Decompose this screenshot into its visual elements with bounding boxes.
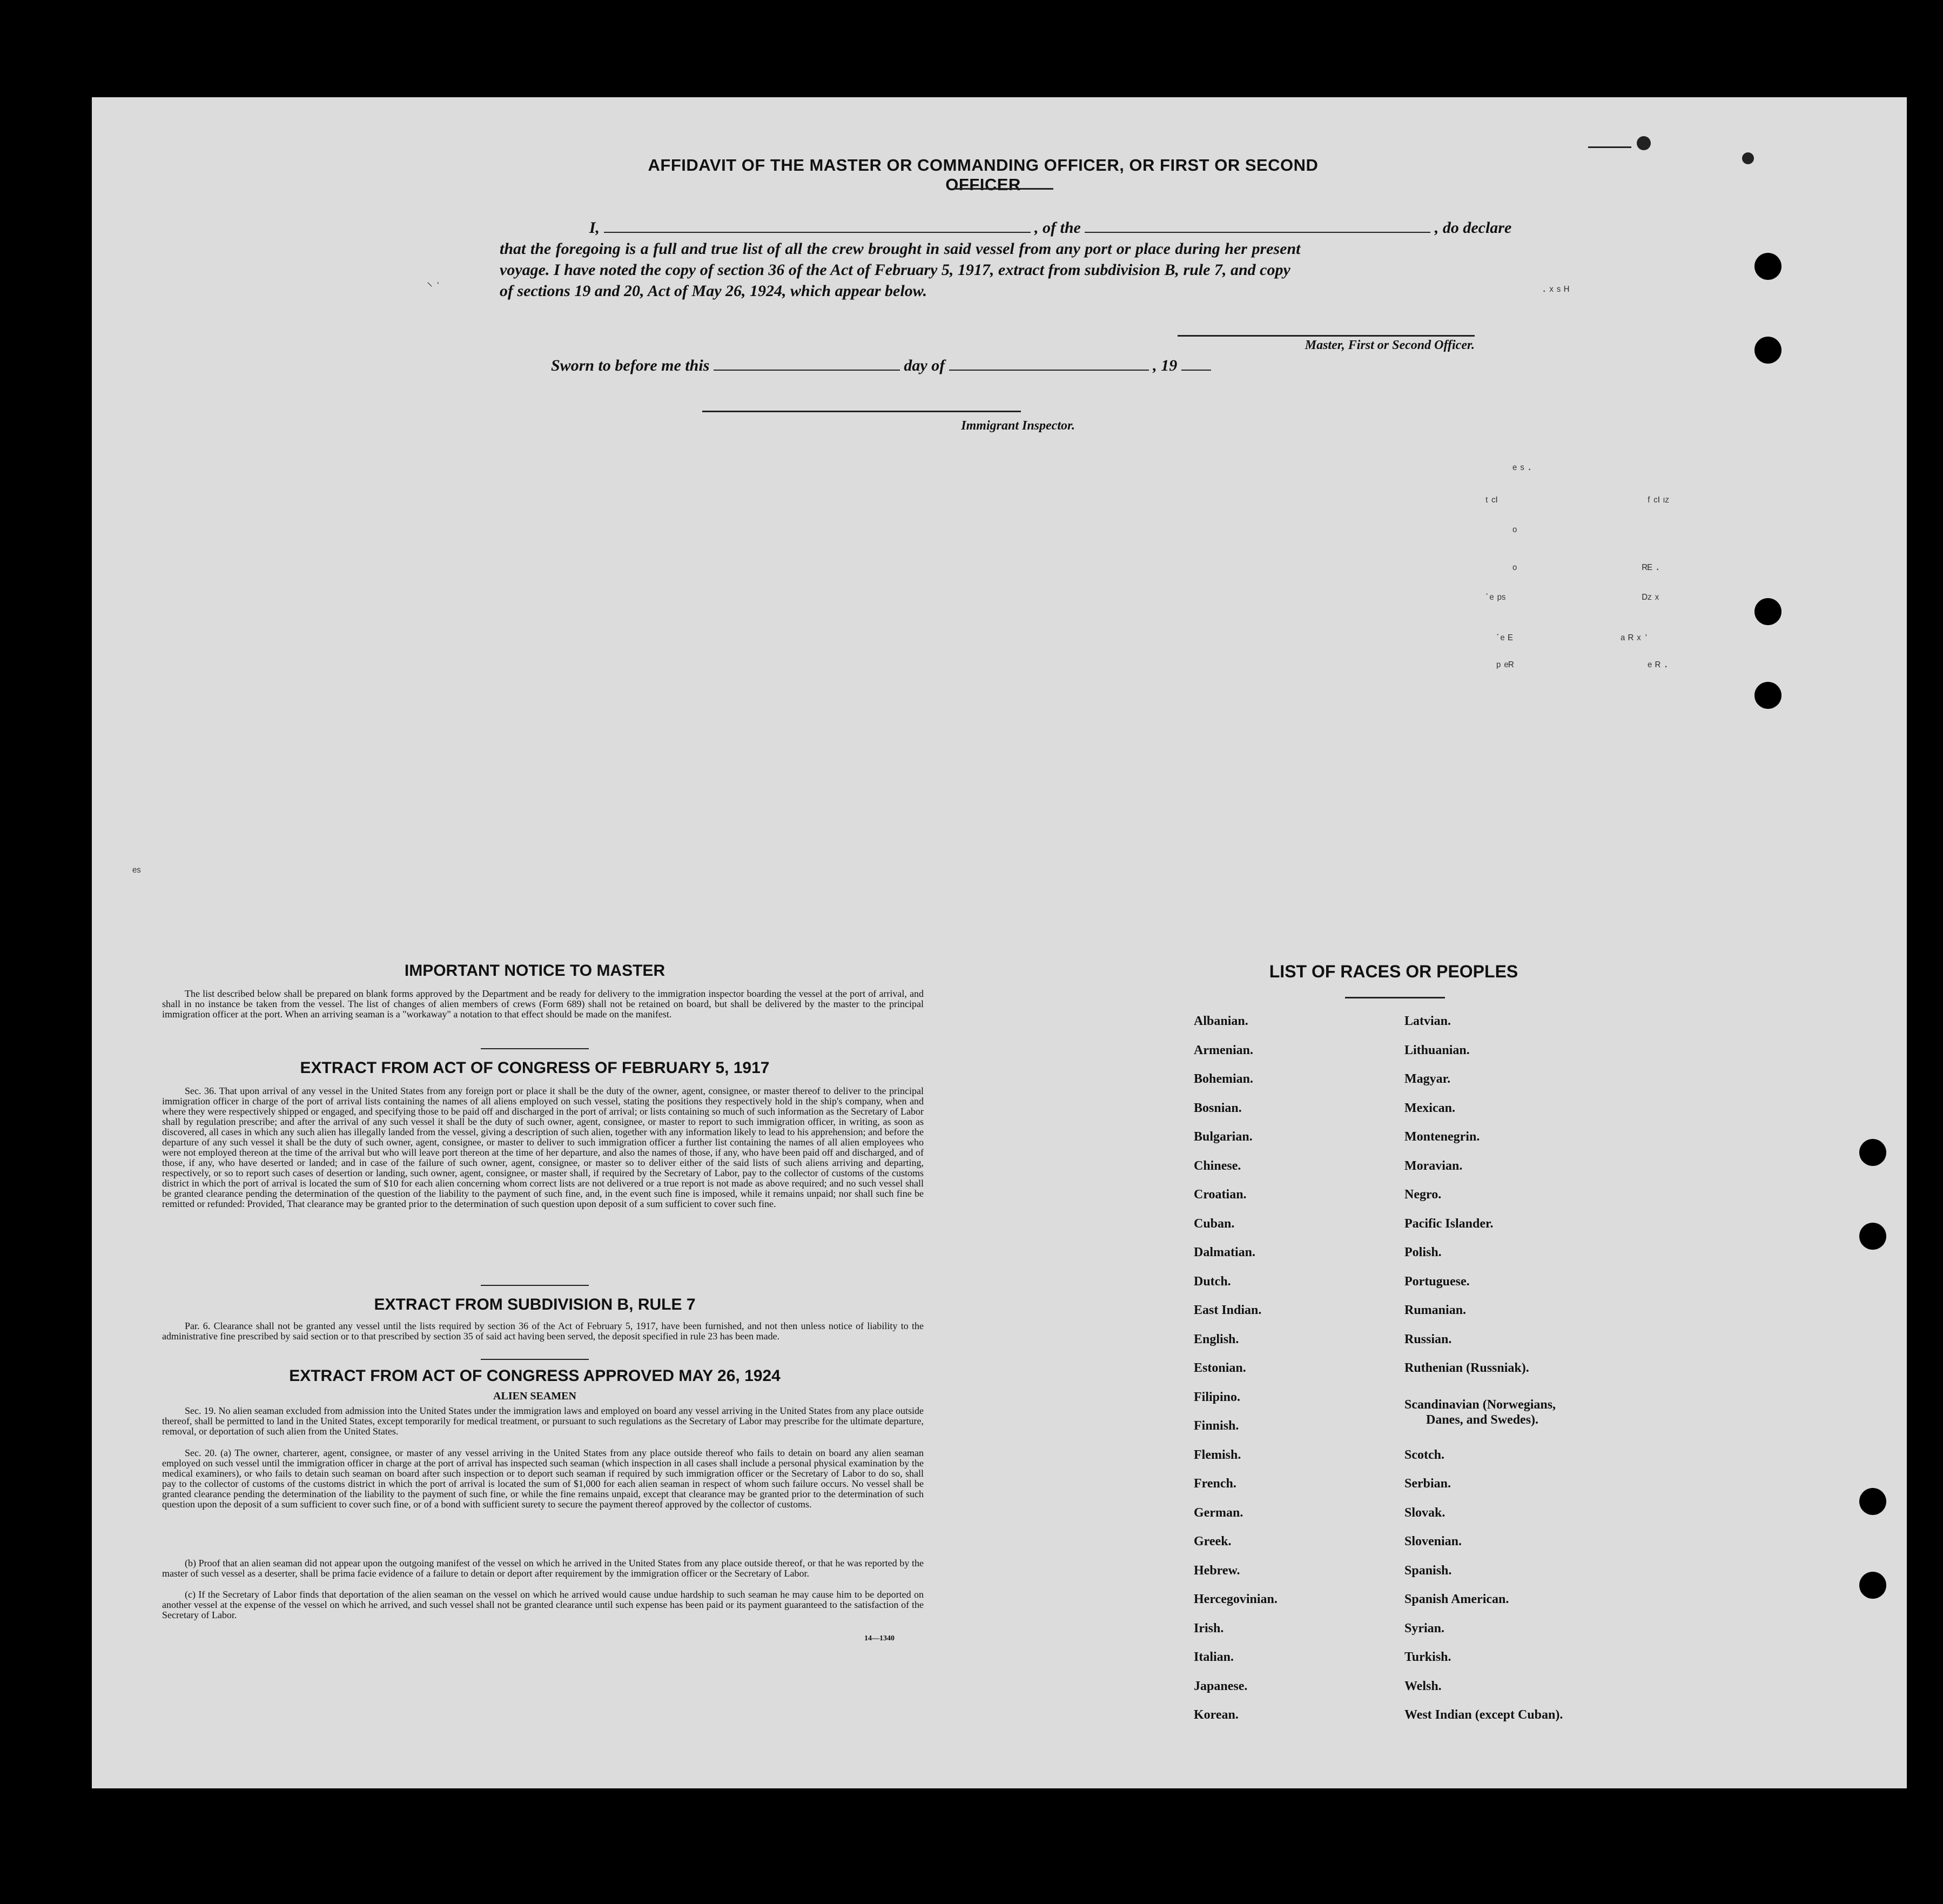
affidavit-i-label: I, <box>589 219 600 237</box>
races-title: LIST OF RACES OR PEOPLES <box>1269 962 1518 981</box>
rule7-body: Par. 6. Clearance shall not be granted any vessel until the lists required by section 36 of the Act of February 5, 1917, have been furnished, and not then unless notice of liability to the administrative fine prescribed by said section or to that prescribed by section 35 of said act having been served, the deposit specified in rule 23 has been made. <box>162 1320 924 1342</box>
punch-hole <box>1859 1139 1886 1166</box>
race-item: Cuban. <box>1194 1216 1235 1231</box>
notice-rule <box>481 1048 589 1049</box>
affidavit-declare-label: , do declare <box>1434 219 1512 237</box>
faint-mark: ᵉ ˢ · <box>1512 462 1532 475</box>
punch-hole <box>1754 253 1781 280</box>
ink-mark <box>1588 146 1631 148</box>
race-item: Chinese. <box>1194 1158 1241 1173</box>
race-item: Spanish. <box>1404 1563 1452 1578</box>
race-item: Polish. <box>1404 1245 1442 1259</box>
race-item: Russian. <box>1404 1332 1452 1346</box>
document-sheet <box>92 97 1907 1788</box>
affidavit-line-2: that the foregoing is a full and true list of all the crew brought in said vessel from any port or place during her present <box>500 240 1301 258</box>
race-item: Japanese. <box>1194 1679 1248 1693</box>
race-item: Bosnian. <box>1194 1101 1242 1115</box>
race-item: French. <box>1194 1477 1236 1491</box>
master-signature-line[interactable] <box>1178 335 1475 337</box>
extract-1917-title: EXTRACT FROM ACT OF CONGRESS OF FEBRUARY 5, 1917 <box>300 1059 770 1077</box>
faint-mark: ᴿᴱ · <box>1642 562 1660 575</box>
race-item: Montenegrin. <box>1404 1130 1480 1144</box>
race-item: Slovenian. <box>1404 1534 1462 1548</box>
race-item: Lithuanian. <box>1404 1043 1470 1057</box>
sec20a-body: Sec. 20. (a) The owner, charterer, agent, consignee, or master of any vessel arriving in the United States from any place outside thereof who fails to detain on board any alien seaman employed on such vessel until the immigration officer in charge at the port of arrival has inspected such seaman (which inspection in all cases shall include a personal physical examination by the medical examiners), or who fails to detain such seaman on board after such inspection or to deport such seaman if required by such immigration officer or the Secretary of Labor to do so, shall pay to the collector of customs of the customs district in which the port of arrival is located the sum of $1,000 for each alien seaman in respect of whom such failure occurs. No vessel shall be granted clearance pending the determination of the liability to the payment of such fine, or while the fine remains unpaid, except that clearance may be granted prior to the determination of such question upon the deposit of a sum sufficient to cover such fine, or of a bond with sufficient surety to secure the payment thereof approved by the collector of customs. <box>162 1447 924 1510</box>
race-item: Croatian. <box>1194 1188 1247 1202</box>
inspector-label: Immigrant Inspector. <box>961 419 1075 433</box>
race-item: Greek. <box>1194 1534 1232 1548</box>
extract-1924-title: EXTRACT FROM ACT OF CONGRESS APPROVED MAY 26, 1924 <box>289 1367 781 1385</box>
vessel-name-field[interactable] <box>1085 231 1430 233</box>
race-item: Irish. <box>1194 1621 1224 1635</box>
ink-mark <box>1637 136 1651 150</box>
race-item: Italian. <box>1194 1650 1234 1664</box>
race-item: East Indian. <box>1194 1303 1262 1317</box>
sworn-date-field[interactable] <box>714 368 900 371</box>
race-item: Dutch. <box>1194 1274 1231 1289</box>
notice-body: The list described below shall be prepared on blank forms approved by the Department and be ready for delivery to the immigration inspector boarding the vessel at the port of arrival, and shall in no instance be taken from the vessel. The list of changes of alien members of crews (Form 689) shall not be retained on board, but shall be delivered by the master to the principal immigration officer at the port. When an arriving seaman is a "workaway" a notation to that effect should be made on the manifest. <box>162 988 924 1020</box>
master-signature-label: Master, First or Second Officer. <box>1305 338 1475 352</box>
affidavit-title: AFFIDAVIT OF THE MASTER OR COMMANDING OFFICER, OR FIRST OR SECOND OFFICER <box>648 156 1319 194</box>
faint-mark: ᵒ <box>1512 562 1517 575</box>
notice-title: IMPORTANT NOTICE TO MASTER <box>404 962 665 980</box>
race-item: Spanish American. <box>1404 1592 1509 1606</box>
race-item: Welsh. <box>1404 1679 1442 1693</box>
race-item: Korean. <box>1194 1708 1239 1722</box>
affidavit-line-3: voyage. I have noted the copy of section 36 of the Act of February 5, 1917, extract from subdivision B, rule 7, and copy <box>500 261 1290 279</box>
race-item: Mexican. <box>1404 1101 1455 1115</box>
affidavit-line-4: of sections 19 and 20, Act of May 26, 1924, which appear below. <box>500 282 927 300</box>
master-name-field[interactable] <box>604 231 1031 233</box>
inspector-signature-line[interactable] <box>702 411 1021 412</box>
affidavit-of-the-label: , of the <box>1034 219 1081 237</box>
race-item: Moravian. <box>1404 1158 1463 1173</box>
race-item: Dalmatian. <box>1194 1245 1255 1259</box>
sec19-body: Sec. 19. No alien seaman excluded from admission into the United States under the immigration laws and employed on board any vessel arriving in the United States from any place outside thereof, shall be permitted to land in the United States, except temporarily for medical treatment, or pursuant to such regulations as the Secretary of Labor may prescribe for the ultimate departure, removal, or deportation of such alien from the United States. <box>162 1405 924 1437</box>
punch-hole <box>1859 1488 1886 1515</box>
sworn-line <box>551 357 1415 375</box>
sec20b-body: (b) Proof that an alien seaman did not appear upon the outgoing manifest of the vessel on which he arrived in the United States from any place outside thereof, or that he was reported by the master of such vessel as a deserter, shall be prima facie evidence of a failure to detain or deport after requirement by the immigration officer or the Secretary of Labor. <box>162 1558 924 1579</box>
race-item: Bohemian. <box>1194 1072 1254 1086</box>
race-item: Latvian. <box>1404 1014 1451 1028</box>
rule7-title: EXTRACT FROM SUBDIVISION B, RULE 7 <box>374 1296 696 1313</box>
form-number: 14—1340 <box>864 1634 895 1642</box>
affidavit-title-rule <box>953 188 1053 190</box>
race-item: West Indian (except Cuban). <box>1404 1708 1563 1722</box>
race-item: Pacific Islander. <box>1404 1216 1494 1231</box>
sec20c-body: (c) If the Secretary of Labor finds that deportation of the alien seaman on the vessel on which he arrived would cause undue hardship to such seaman he may cause him to be deported on another vessel at the expense of the vessel on which he arrived, and such vessel shall not be granted clearance until such expense has been paid or its payment guaranteed to the satisfaction of the Secretary of Labor. <box>162 1589 924 1620</box>
sworn-year-field[interactable] <box>1181 368 1211 371</box>
race-item: Slovak. <box>1404 1505 1446 1520</box>
sworn-day-label: day of <box>904 357 945 374</box>
race-item: Hercegovinian. <box>1194 1592 1278 1606</box>
race-item: Armenian. <box>1194 1043 1253 1057</box>
race-item: Bulgarian. <box>1194 1130 1253 1144</box>
punch-hole <box>1754 682 1781 709</box>
race-item: German. <box>1194 1505 1243 1520</box>
race-item: Flemish. <box>1194 1447 1241 1462</box>
sworn-prefix: Sworn to before me this <box>551 357 710 374</box>
alien-seamen-subtitle: ALIEN SEAMEN <box>493 1390 576 1402</box>
faint-mark: ᵉˢ <box>132 864 141 878</box>
race-item: Portuguese. <box>1404 1274 1470 1289</box>
ink-mark <box>1742 152 1754 164</box>
sworn-year-label: , 19 <box>1153 357 1178 374</box>
faint-mark: · ˣ ˢ ᴴ <box>1542 284 1569 297</box>
extract-1917-rule <box>481 1285 589 1286</box>
faint-mark: ˙ᵉ ᴱ <box>1496 632 1513 646</box>
faint-mark: ᵃ ᴿ ˣ ˈ <box>1621 632 1648 646</box>
race-item: Finnish. <box>1194 1419 1239 1433</box>
race-item: Rumanian. <box>1404 1303 1467 1317</box>
faint-mark: ᴰᶻ ˣ <box>1642 592 1659 605</box>
race-item: Albanian. <box>1194 1014 1248 1028</box>
faint-mark: ᵉ ᴿ · <box>1648 659 1668 673</box>
race-item: Negro. <box>1404 1188 1442 1202</box>
race-item: Estonian. <box>1194 1361 1246 1375</box>
faint-mark: ˙ᵉ ᵖˢ <box>1485 592 1506 605</box>
affidavit-line-1 <box>554 219 1602 237</box>
extract-1917-body: Sec. 36. That upon arrival of any vessel in the United States from any foreign port or place it shall be the duty of the owner, agent, consignee, or master thereof to deliver to the principal immigration officer in charge of the port of arrival lists containing the names of all aliens employed on such vessel, stating the positions they respectively hold in the ship's company, when and where they were respectively shipped or engaged, and specifying those to be paid off and discharged in the port of arrival; or lists containing so much of such information as the Secretary of Labor shall by regulation prescribe; and after the arrival of any such vessel it shall be the duty of such owner, agent, consignee, or master to report to such immigration officer, in writing, as soon as discovered, all cases in which any such alien has illegally landed from the vessel, giving a description of such alien, together with any information likely to lead to his apprehension; and before the departure of any such vessel it shall be the duty of such owner, agent, consignee, or master to deliver to such immigration officer a further list containing the names of all alien employees who were not employed thereon at the time of the arrival but who will leave port thereon at the time of her departure, and also the names of those, if any, who have been paid off and discharged, and of those, if any, who have deserted or landed; and in case of the failure of such owner, agent, consignee, or master so to deliver either of the said lists of such aliens arriving and departing, respectively, or so to report such cases of desertion or landing, such owner, agent, consignee, or master shall, if required by the Secretary of Labor, pay to the collector of customs of the customs district in which the port of arrival is located the sum of $10 for each alien concerning whom correct lists are not delivered or a true report is not made as above required; and no such vessel shall be granted clearance pending the determination of the question of the liability to the payment of such fine, and, in the event such fine is imposed, while it remains unpaid; nor shall such fine be remitted or refunded: Provided, That clearance may be granted prior to the determination of such question upon deposit of a sum sufficient to cover such fine. <box>162 1085 924 1209</box>
race-item: Serbian. <box>1404 1477 1451 1491</box>
race-item: Ruthenian (Russniak). <box>1404 1361 1529 1375</box>
rule7-rule <box>481 1359 589 1360</box>
faint-mark: ᵖ ᵉᴿ <box>1496 659 1514 673</box>
race-item: English. <box>1194 1332 1239 1346</box>
faint-mark: ᵒ <box>1512 524 1517 538</box>
punch-hole <box>1859 1572 1886 1599</box>
race-item: Syrian. <box>1404 1621 1445 1635</box>
punch-hole <box>1754 337 1781 364</box>
race-item: Danes, and Swedes). <box>1426 1413 1539 1427</box>
faint-mark: ᶠ ᶜᴵ ᶦᶻ <box>1648 494 1670 508</box>
faint-mark: ᵗ ᶜᴵ <box>1485 494 1498 508</box>
races-title-rule <box>1345 997 1445 998</box>
race-item: Turkish. <box>1404 1650 1451 1664</box>
race-item: Filipino. <box>1194 1390 1241 1404</box>
sworn-month-field[interactable] <box>949 368 1149 371</box>
punch-hole <box>1859 1223 1886 1250</box>
race-item: Magyar. <box>1404 1072 1451 1086</box>
punch-hole <box>1754 598 1781 625</box>
race-item: Hebrew. <box>1194 1563 1240 1578</box>
race-item: Scotch. <box>1404 1447 1444 1462</box>
race-item: Scandinavian (Norwegians, <box>1404 1398 1556 1412</box>
faint-mark: ⸌ ˈ <box>427 280 440 293</box>
